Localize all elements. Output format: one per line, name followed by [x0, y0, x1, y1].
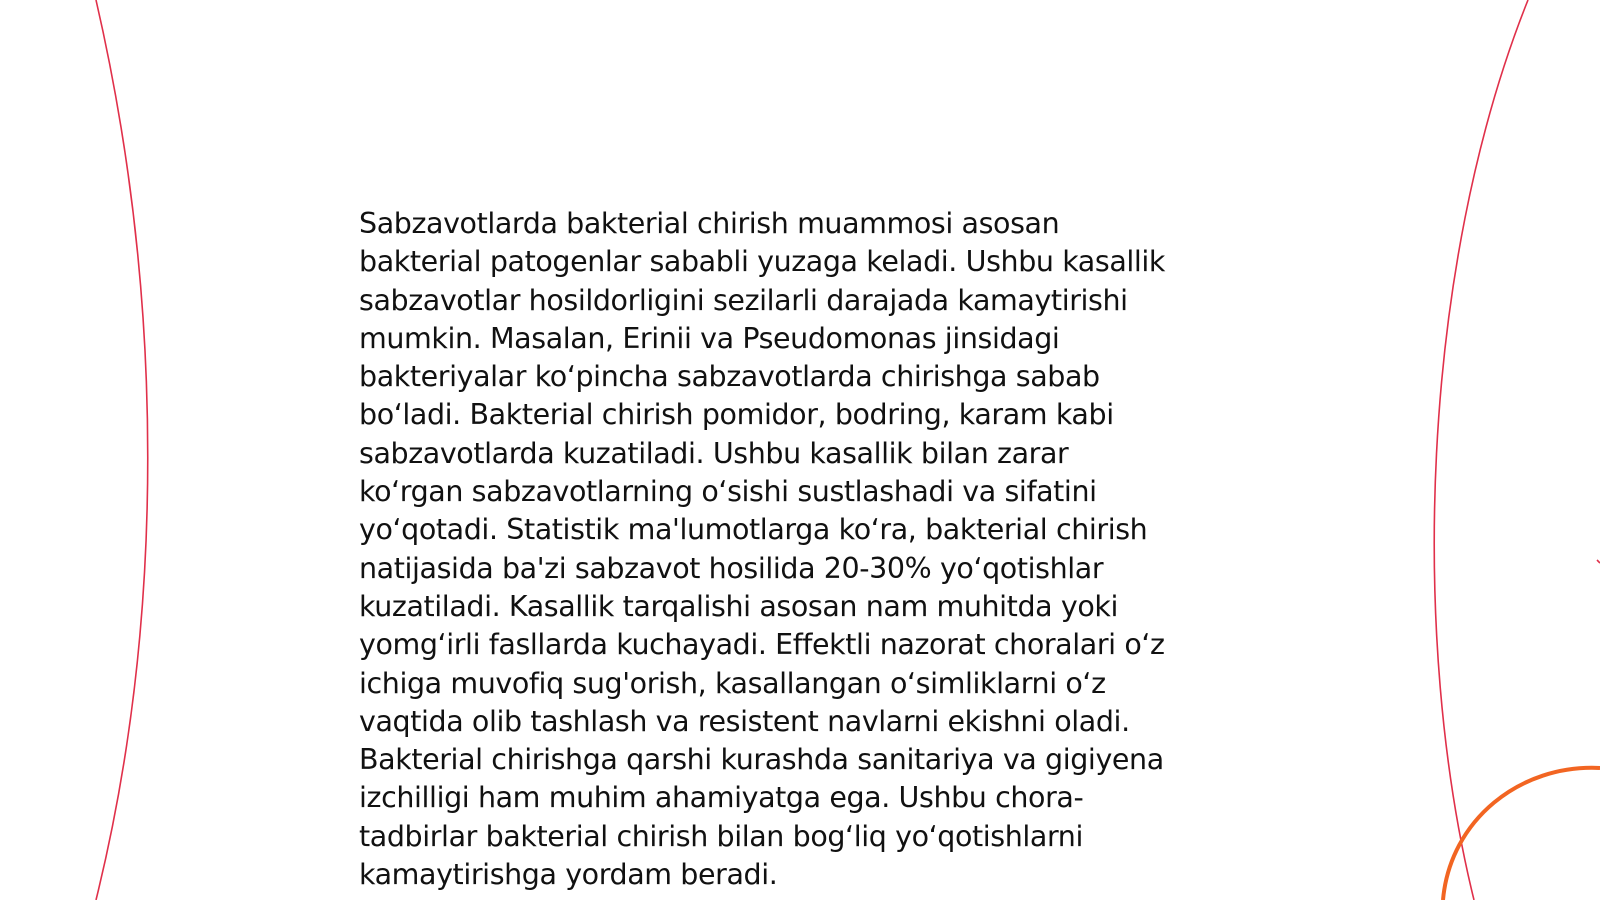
left-curve-line — [96, 0, 148, 900]
slide-body-text: Sabzavotlarda bakterial chirish muammosi asosan bakterial patogenlar sababli yuzaga keladi. Ushbu kasallik sabzavotlar hosildorligini sezilarli darajada kamaytirishi mumkin. Masalan, Erinii va Pseudomonas jinsidagi bakteriyalar koʻpincha sabzavotlarda chirishga sabab boʻladi. Bakterial chirish pomidor, bodring, karam kabi sabzavotlarda kuzatiladi. Ushbu kasallik bilan zarar koʻrgan sabzavotlarning oʻsishi sustlashadi va sifatini yoʻqotadi. Statistik ma'lumotlarga koʻra, bakterial chirish natijasida ba'zi sabzavot hosilida 20-30% yoʻqotishlar kuzatiladi. Kasallik tarqalishi asosan nam muhitda yoki yomgʻirli fasllarda kuchayadi. Effektli nazorat choralari oʻz ichiga muvofiq sug'orish, kasallangan oʻsimliklarni oʻz vaqtida olib tashlash va resistent navlarni ekishni oladi. Bakterial chirishga qarshi kurashda sanitariya va gigiyena izchilligi ham muhim ahamiyatga ega. Ushbu chora- tadbirlar bakterial chirish bilan bogʻliq yoʻqotishlarni kamaytirishga yordam beradi. — [359, 207, 1166, 892]
orange-arc — [1443, 768, 1600, 900]
right-curve-line — [1434, 0, 1528, 900]
